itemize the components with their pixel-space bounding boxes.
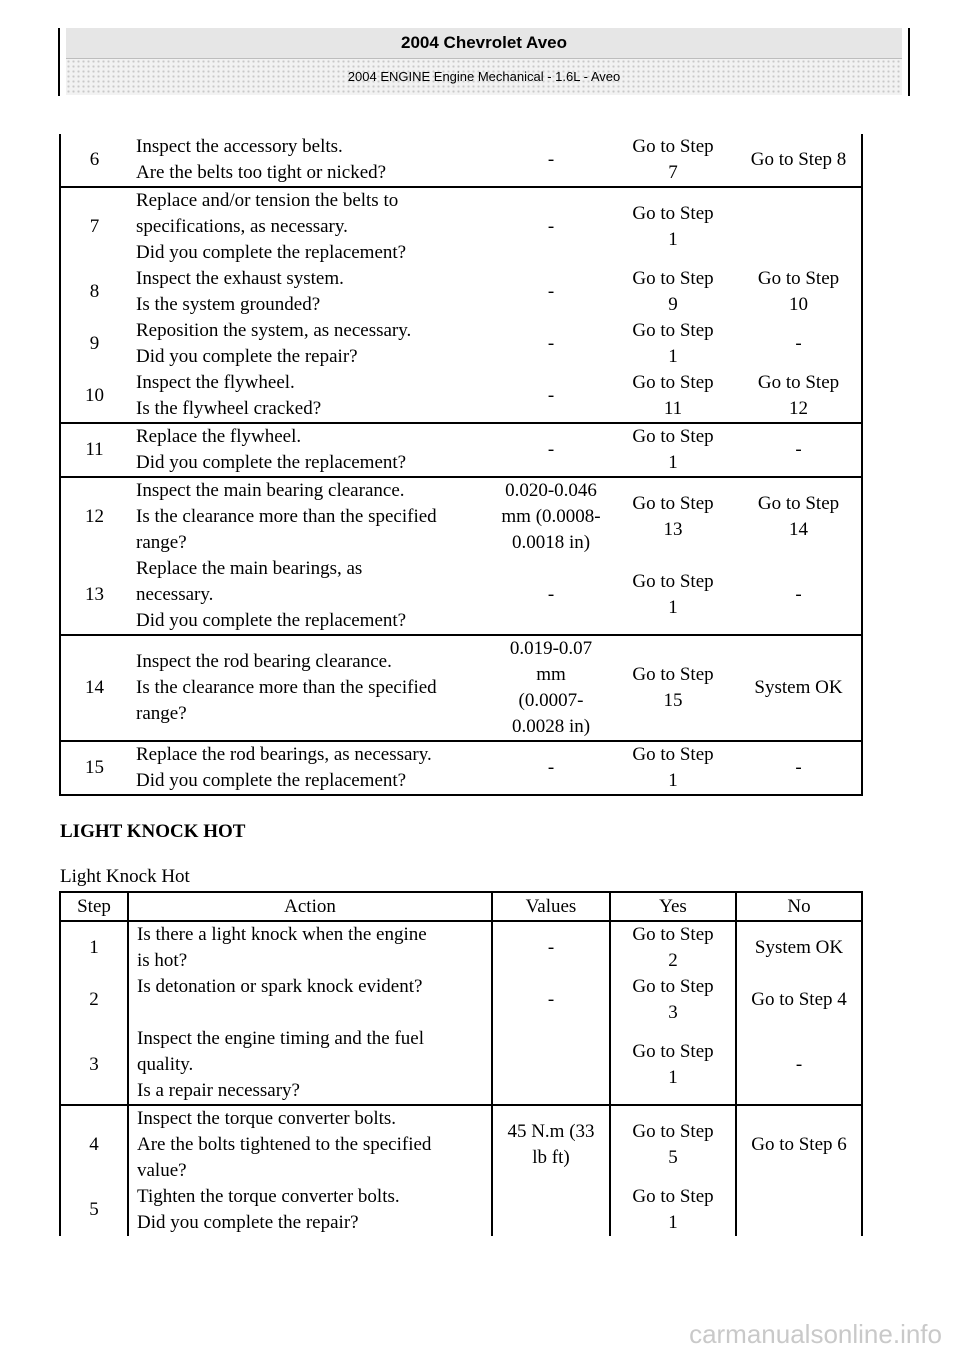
cell-line: Is there a light knock when the engine	[137, 924, 427, 945]
yes-cell	[610, 423, 736, 477]
action-cell	[128, 370, 492, 423]
cell-line: is hot?	[137, 950, 188, 971]
table-row	[60, 635, 862, 741]
cell-line: Inspect the exhaust system.	[136, 268, 344, 289]
no-cell	[736, 741, 862, 795]
cell-line: 12	[789, 398, 808, 419]
action-cell	[128, 1026, 492, 1105]
no-cell	[736, 1184, 862, 1236]
table-row	[60, 423, 862, 477]
column-header-action: Action	[128, 892, 492, 921]
cell-line: Go to Step	[632, 493, 714, 514]
cell-line: Go to Step	[632, 268, 714, 289]
table-row	[60, 187, 862, 266]
document-title: 2004 Chevrolet Aveo	[66, 28, 902, 59]
cell-line: Go to Step	[757, 372, 840, 393]
no-cell	[736, 477, 862, 556]
cell-line: Go to Step	[632, 744, 714, 765]
values-cell	[492, 1026, 610, 1105]
cell-line: Go to Step	[632, 1186, 714, 1207]
cell-line: mm	[536, 664, 566, 685]
no-cell	[736, 635, 862, 741]
cell-line: Go to Step	[757, 493, 840, 514]
cell-line: mm (0.0008-	[501, 506, 601, 527]
action-cell	[128, 187, 492, 266]
cell-line: 13	[663, 519, 683, 540]
values-cell	[492, 1184, 610, 1236]
cell-line: System OK	[754, 937, 844, 958]
action-cell	[128, 741, 492, 795]
page-header	[58, 28, 910, 96]
cell-line: specifications, as necessary.	[136, 216, 348, 237]
cell-line: 1	[668, 770, 678, 791]
step-cell: 6	[89, 149, 100, 170]
values-cell: -	[492, 974, 610, 1026]
cell-line: Inspect the flywheel.	[136, 372, 295, 393]
cell-line: Did you complete the repair?	[137, 1212, 359, 1233]
step-cell: 4	[60, 1105, 128, 1184]
cell-line: 0.0028 in)	[511, 716, 591, 737]
table-row	[60, 974, 862, 1026]
cell-line: Inspect the torque converter bolts.	[137, 1108, 397, 1129]
cell-line: 15	[663, 690, 683, 711]
yes-cell	[610, 741, 736, 795]
step-cell: 11	[60, 423, 128, 477]
column-header-yes: Yes	[610, 892, 736, 921]
step-cell: 15	[60, 741, 128, 795]
column-header-no: No	[736, 892, 862, 921]
cell-line: Go to Step	[632, 320, 714, 341]
values-cell	[492, 1105, 610, 1184]
no-cell	[736, 134, 862, 187]
cell-line: Tighten the torque converter bolts.	[137, 1186, 400, 1207]
step-cell: 9	[89, 333, 100, 354]
no-cell	[736, 1026, 862, 1105]
values-cell: -	[547, 149, 555, 170]
yes-cell	[610, 370, 736, 423]
cell-line: 14	[789, 519, 808, 540]
no-cell	[736, 266, 862, 318]
step-cell: 3	[60, 1026, 128, 1105]
cell-line: 45 N.m (33	[507, 1121, 595, 1142]
cell-line: 11	[663, 398, 683, 419]
cell-line: Go to Step	[632, 664, 714, 685]
values-cell: -	[492, 423, 610, 477]
step-cell: 12	[60, 477, 128, 556]
step-cell: 14	[60, 635, 128, 741]
values-cell: -	[547, 333, 555, 354]
action-cell	[128, 921, 492, 974]
cell-line: 3	[668, 1002, 678, 1023]
no-cell	[736, 1105, 862, 1184]
no-cell	[736, 423, 862, 477]
cell-line: Replace and/or tension the belts to	[136, 190, 399, 211]
cell-line: Is the clearance more than the specified	[136, 677, 437, 698]
yes-cell	[610, 1026, 736, 1105]
yes-cell	[610, 1105, 736, 1184]
action-cell	[128, 318, 492, 370]
cell-line: 5	[668, 1147, 678, 1168]
step-cell: 10	[85, 385, 104, 406]
table-row	[60, 921, 862, 974]
cell-line: range?	[136, 532, 187, 553]
cell-line: Go to Step	[632, 924, 714, 945]
action-cell	[128, 1184, 492, 1236]
action-cell	[128, 974, 492, 1026]
cell-line: 0.0018 in)	[511, 532, 591, 553]
yes-cell	[610, 187, 736, 266]
values-cell: -	[492, 921, 610, 974]
cell-line: Are the belts too tight or nicked?	[136, 162, 387, 183]
table-row	[60, 1184, 862, 1236]
cell-line: quality.	[137, 1054, 194, 1075]
table-row	[60, 741, 862, 795]
cell-line: Is a repair necessary?	[137, 1080, 300, 1101]
cell-line: Go to Step	[632, 136, 714, 157]
step-cell: 1	[60, 921, 128, 974]
yes-cell	[610, 1184, 736, 1236]
cell-line: lb ft)	[532, 1147, 570, 1168]
no-cell	[736, 556, 862, 635]
yes-cell	[610, 134, 736, 187]
cell-line: 1	[668, 229, 678, 250]
cell-line: 1	[668, 452, 678, 473]
cell-line: 2	[668, 950, 678, 971]
cell-line: Did you complete the replacement?	[136, 610, 407, 631]
cell-line: 1	[668, 1212, 678, 1233]
values-cell: -	[492, 187, 610, 266]
cell-line: Inspect the accessory belts.	[136, 136, 343, 157]
table-row	[60, 556, 862, 635]
table-row	[60, 134, 862, 187]
cell-line: (0.0007-	[518, 690, 584, 711]
cell-line: Is the system grounded?	[136, 294, 321, 315]
watermark: carmanualsonline.info	[689, 1319, 942, 1349]
cell-line: Go to Step	[632, 976, 714, 997]
cell-line: Go to Step 8	[750, 149, 847, 170]
no-cell	[736, 318, 862, 370]
cell-line: 1	[668, 346, 678, 367]
action-cell	[128, 477, 492, 556]
values-cell	[492, 477, 610, 556]
cell-line: 10	[789, 294, 808, 315]
cell-line: Is the clearance more than the specified	[136, 506, 437, 527]
cell-line: Did you complete the replacement?	[136, 242, 407, 263]
cell-line: Go to Step	[632, 1041, 714, 1062]
cell-line: Go to Step	[757, 268, 840, 289]
cell-line: 0.020-0.046	[505, 480, 597, 501]
yes-cell	[610, 635, 736, 741]
cell-line: Go to Step	[632, 203, 714, 224]
cell-line: Go to Step 6	[751, 1134, 847, 1155]
cell-line: Did you complete the replacement?	[136, 770, 407, 791]
diagnostic-table-continued	[59, 134, 863, 796]
cell-line: -	[795, 757, 802, 778]
values-cell: -	[492, 741, 610, 795]
cell-line	[137, 1000, 491, 1026]
table-header-row	[60, 892, 862, 921]
cell-line: 7	[668, 162, 678, 183]
table-caption: Light Knock Hot	[60, 866, 190, 887]
cell-line: Did you complete the replacement?	[136, 452, 407, 473]
cell-line: Replace the flywheel.	[136, 426, 302, 447]
cell-line: -	[795, 1054, 803, 1075]
action-cell	[128, 266, 492, 318]
column-header-step: Step	[60, 892, 128, 921]
yes-cell	[610, 318, 736, 370]
cell-line: Inspect the rod bearing clearance.	[136, 651, 392, 672]
cell-line: -	[795, 584, 802, 605]
table-row	[60, 1026, 862, 1105]
cell-line: Inspect the main bearing clearance.	[136, 480, 405, 501]
cell-line: Inspect the engine timing and the fuel	[137, 1028, 425, 1049]
no-cell	[736, 187, 862, 266]
document-subtitle: 2004 ENGINE Engine Mechanical - 1.6L - Aveo	[66, 59, 902, 95]
values-cell: -	[547, 385, 555, 406]
cell-line: Is detonation or spark knock evident?	[137, 976, 423, 997]
cell-line: Did you complete the repair?	[136, 346, 358, 367]
cell-line: Is the flywheel cracked?	[136, 398, 322, 419]
cell-line: Reposition the system, as necessary.	[136, 320, 412, 341]
table-row	[60, 318, 862, 370]
step-cell: 8	[89, 281, 100, 302]
cell-line: 9	[668, 294, 678, 315]
table-row	[60, 477, 862, 556]
cell-line: Go to Step	[632, 571, 714, 592]
table-row	[60, 266, 862, 318]
cell-line: Go to Step	[632, 426, 714, 447]
step-cell: 13	[85, 584, 104, 605]
action-cell	[128, 556, 492, 635]
light-knock-hot-table	[59, 891, 863, 1236]
column-header-values: Values	[492, 892, 610, 921]
no-cell	[736, 974, 862, 1026]
cell-line: 0.019-0.07	[509, 638, 593, 659]
step-cell: 7	[60, 187, 128, 266]
cell-line: Replace the main bearings, as	[136, 558, 363, 579]
cell-line: value?	[137, 1160, 187, 1181]
cell-line: -	[795, 333, 802, 354]
step-cell: 2	[60, 974, 128, 1026]
cell-line: Go to Step	[632, 372, 714, 393]
cell-line: necessary.	[136, 584, 214, 605]
yes-cell	[610, 974, 736, 1026]
table-row	[60, 370, 862, 423]
cell-line: Are the bolts tightened to the specified	[137, 1134, 432, 1155]
cell-line: Go to Step	[632, 1121, 714, 1142]
cell-line: Go to Step 4	[751, 989, 847, 1010]
cell-line: range?	[136, 703, 187, 724]
table-row	[60, 1105, 862, 1184]
cell-line: 1	[668, 597, 678, 618]
yes-cell	[610, 477, 736, 556]
action-cell	[128, 134, 492, 187]
cell-line: Replace the rod bearings, as necessary.	[136, 744, 432, 765]
step-cell: 5	[60, 1184, 128, 1236]
values-cell	[492, 635, 610, 741]
section-heading: LIGHT KNOCK HOT	[60, 821, 246, 842]
cell-line: -	[795, 439, 802, 460]
values-cell: -	[547, 281, 555, 302]
action-cell	[128, 635, 492, 741]
no-cell	[736, 921, 862, 974]
action-cell	[128, 423, 492, 477]
values-cell: -	[547, 584, 555, 605]
cell-line: System OK	[754, 677, 843, 698]
no-cell	[736, 370, 862, 423]
yes-cell	[610, 556, 736, 635]
yes-cell	[610, 921, 736, 974]
cell-line: 1	[668, 1067, 678, 1088]
yes-cell	[610, 266, 736, 318]
action-cell	[128, 1105, 492, 1184]
